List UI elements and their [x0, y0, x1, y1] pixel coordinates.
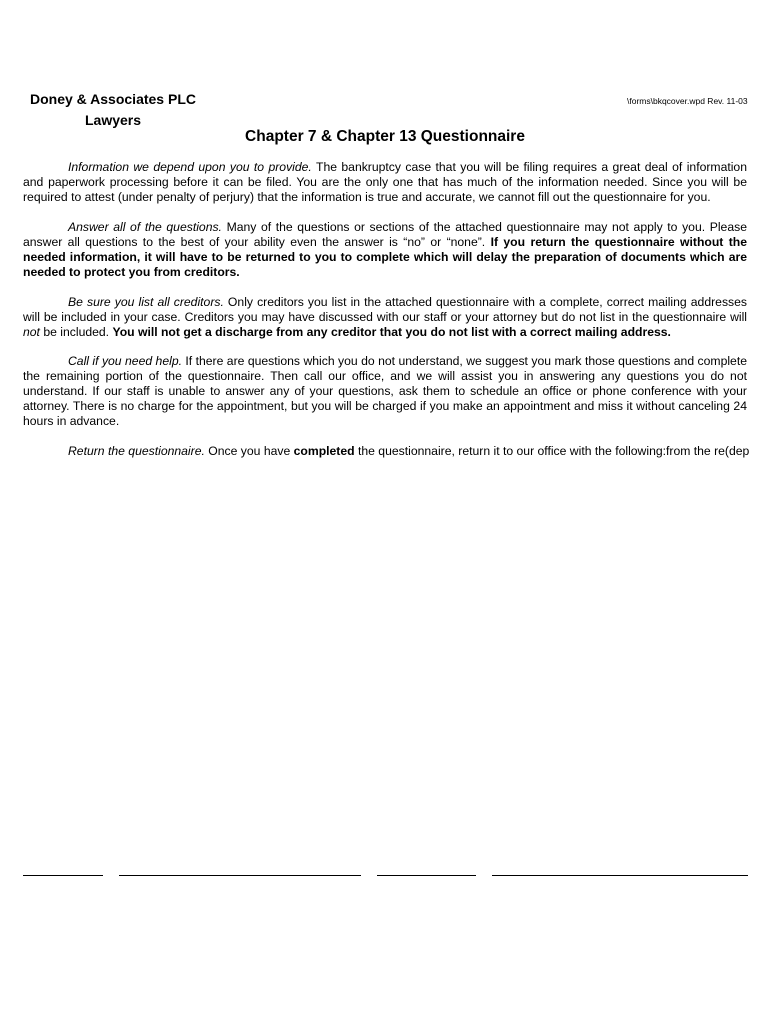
- signature-line-4: [492, 875, 748, 877]
- paragraph-body: Only creditors you list in the attached questionnaire with a complete, correct mailing addresses will be included in your case. Creditors you may have discussed with our staff or your attorney but do not list in the questionnaire will: [23, 295, 748, 324]
- signature-line-2: [119, 875, 361, 877]
- signature-line-1: [23, 875, 103, 877]
- paragraph-emphasis: If you return the questionnaire without the needed information, it will have to be returned to you to complete which will delay the preparation of documents which are needed to protect you from creditors.: [23, 234, 747, 279]
- paragraph-call-help: [23, 354, 747, 429]
- paragraph-emphasis: You will not get a discharge from any creditor that you do not list with a correct mailing address.: [112, 324, 671, 339]
- paragraph-answer-all: [23, 220, 747, 280]
- firm-name: Doney & Associates PLC: [30, 91, 196, 107]
- signature-line-3: [377, 875, 476, 877]
- paragraph-return: [23, 444, 770, 459]
- paragraph-lead: Return the questionnaire.: [68, 444, 205, 458]
- paragraph-body: Once you have: [204, 444, 294, 458]
- paragraph-body-continued: the questionnaire, return it to our office with the following:from the re(dep: [354, 444, 750, 458]
- paragraph-emphasis: completed: [293, 444, 355, 458]
- paragraph-lead: Call if you need help.: [68, 354, 182, 368]
- paragraph-lead: Information we depend upon you to provide.: [68, 160, 312, 174]
- paragraph-lead: Be sure you list all creditors.: [68, 295, 224, 309]
- paragraph-body: Many of the questions or sections of the attached questionnaire may not apply to you. Please answer all questions to the best of your ability even the answer is “no” or “none”.: [23, 220, 747, 249]
- firm-subtitle: Lawyers: [85, 112, 142, 128]
- paragraph-lead: Answer all of the questions.: [68, 220, 222, 234]
- form-reference: \forms\bkqcover.wpd Rev. 11-03: [627, 96, 748, 106]
- paragraph-italic-word: not: [23, 324, 40, 339]
- paragraph-creditors: [23, 295, 747, 340]
- document-title: Chapter 7 & Chapter 13 Questionnaire: [245, 128, 525, 145]
- paragraph-body: The bankruptcy case that you will be filing requires a great deal of information and paperwork processing before it can be filed. You are the only one that has much of the information needed. Since you will be required to attest (under penalty of perjury) that the information is true and accurate, we cannot fill out the questionnaire for you.: [23, 160, 747, 204]
- paragraph-body-continued: be included.: [39, 324, 113, 339]
- paragraph-body: If there are questions which you do not understand, we suggest you mark those questions and complete the remaining portion of the questionnaire. Then call our office, and we will assist you in answering any questions you do not understand. If our staff is unable to answer any of your questions, ask them to schedule an office or phone conference with your attorney. There is no charge for the appointment, but you will be charged if you make an appointment and miss it without canceling 24 hours in advance.: [23, 354, 747, 428]
- paragraph-information: [23, 160, 747, 205]
- signature-lines: [0, 875, 770, 878]
